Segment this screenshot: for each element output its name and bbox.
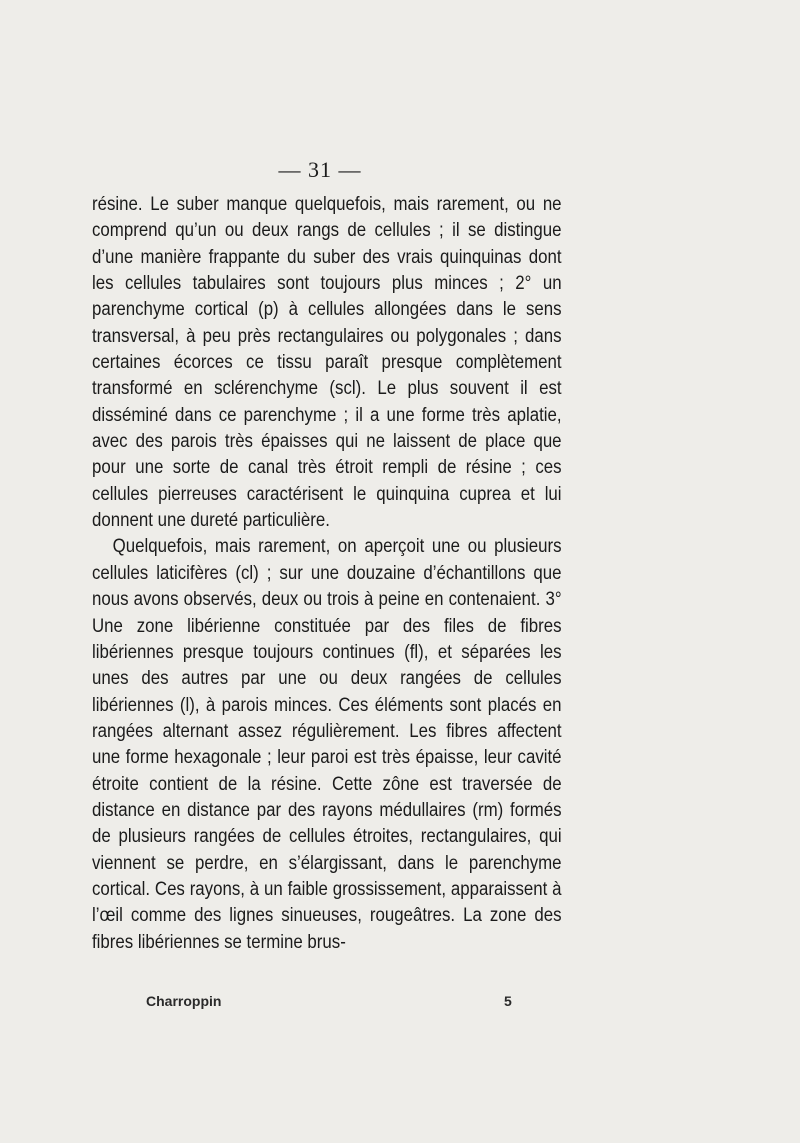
- page-number: — 31 —: [278, 157, 362, 182]
- paragraph-2: Quelquefois, mais rarement, on aperçoit une ou plusieurs cellules laticifères (cl) ; sur une douzaine d’échantillons que nous avons observés, deux ou trois à peine en contenaient. 3° Une zone libérienne constituée par des files de fibres libériennes presque toujours continues (fl), et séparées les unes des autres par une ou deux rangées de cellules libériennes (l), à parois minces. Ces éléments sont placés en rangées alternant assez régulièrement. Les fibres affectent une forme hexagonale ; leur paroi est très épaisse, leur cavité étroite contient de la résine. Cette zône est traversée de distance en distance par des rayons médullaires (rm) formés de plusieurs rangées de cellules étroites, rectangulaires, qui viennent se perdre, en s’élargissant, dans le parenchyme cortical. Ces rayons, à un faible grossissement, apparaissent à l’œil comme des lignes sinueuses, rougeâtres. La zone des fibres libériennes se termine brus-: [92, 535, 562, 953]
- paragraph-1: résine. Le suber manque quelquefois, mais rarement, ou ne comprend qu’un ou deux rangs de cellules ; il se distingue d’une manière frappante du suber des vrais quinquinas dont les cellules tabulaires sont toujours plus minces ; 2° un parenchyme cortical (p) à cellules allongées dans le sens transversal, à peu près rectangulaires ou polygonales ; dans certaines écorces ce tissu paraît presque complètement transformé en sclérenchyme (scl). Le plus souvent il est disséminé dans ce parenchyme ; il a une forme très aplatie, avec des parois très épaisses qui ne laissent de place que pour une sorte de canal très étroit rempli de résine ; ces cellules pierreuses caractérisent le quinquina cuprea et lui donnent une dureté particulière.: [92, 193, 562, 532]
- page-footer: [0, 993, 800, 1017]
- printer-signature: Charroppin: [146, 993, 222, 1009]
- sheet-number: 5: [504, 993, 512, 1009]
- body-text: [92, 191, 562, 955]
